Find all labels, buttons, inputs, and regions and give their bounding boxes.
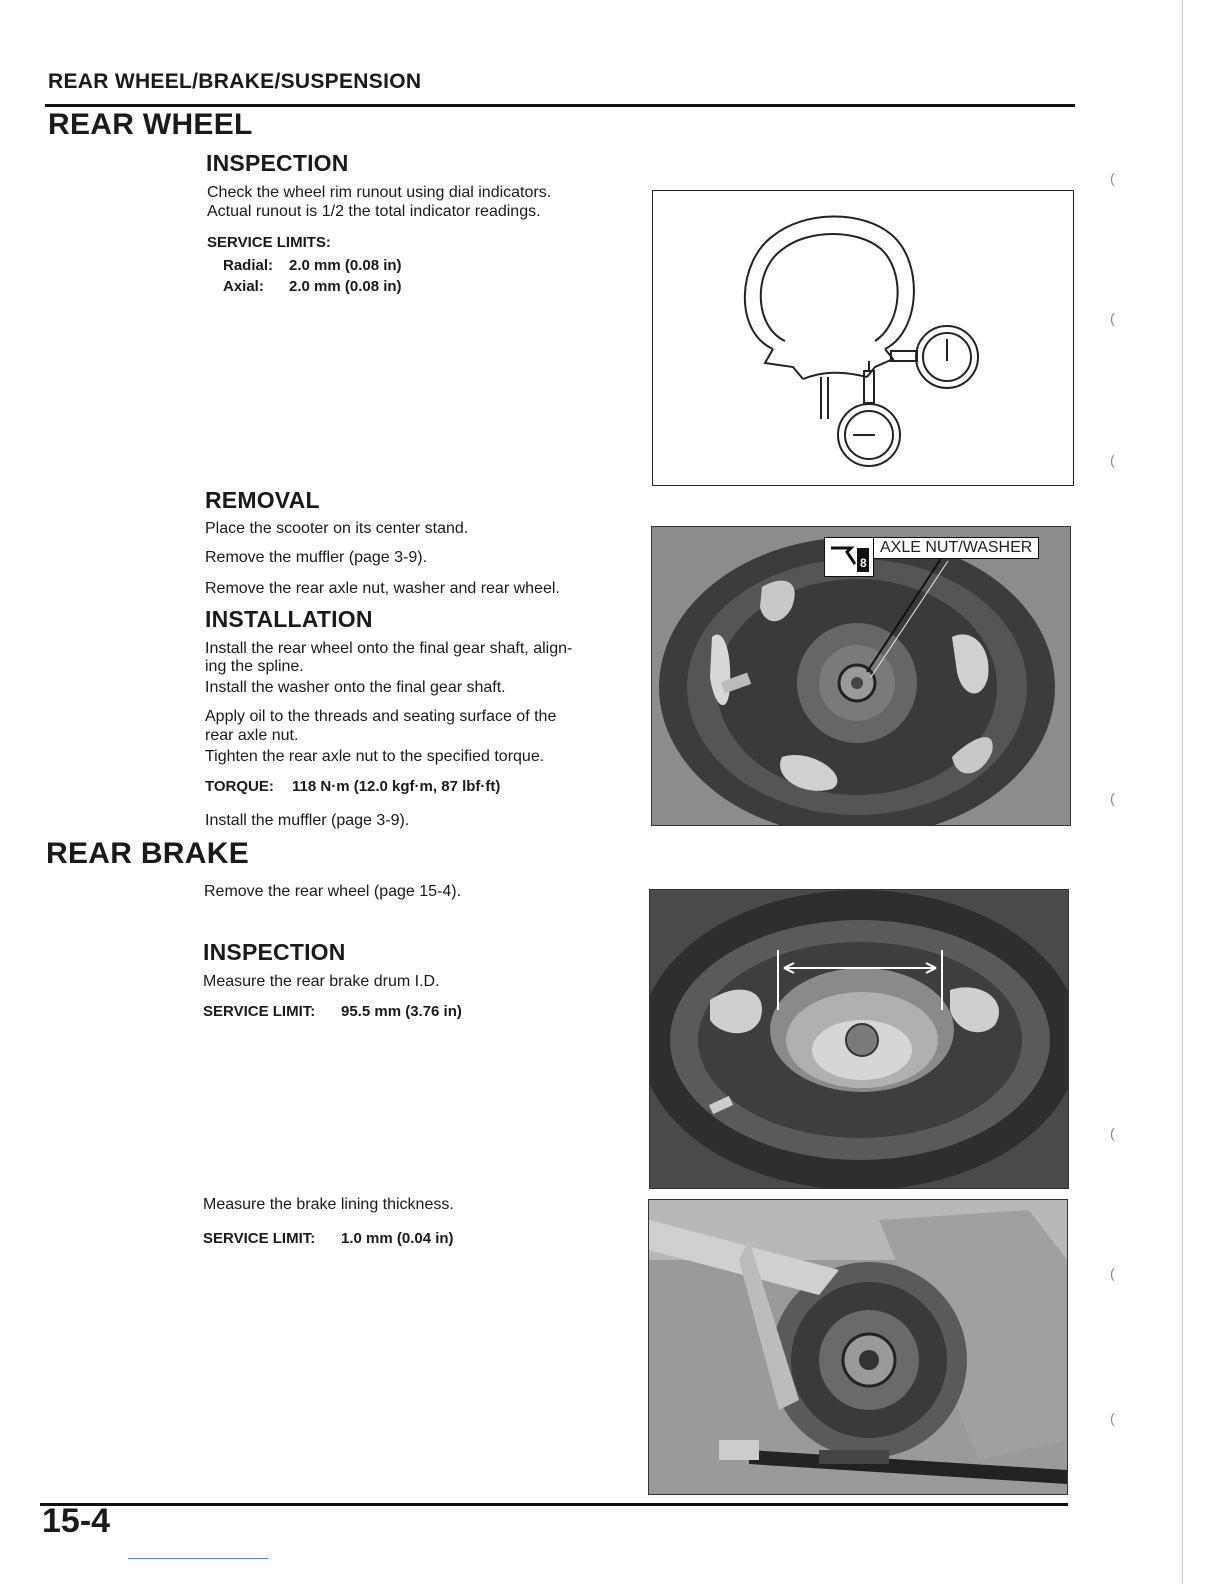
axial-value: 2.0 mm (0.08 in) [289,278,402,295]
rear-brake-intro: Remove the rear wheel (page 15-4). [204,883,462,900]
brake-drum-photo [649,889,1069,1189]
brake-lining-photo-drawing [649,1200,1067,1494]
drum-limit-value: 95.5 mm (3.76 in) [341,1003,462,1020]
radial-label: Radial: [223,257,274,274]
rear-brake-title: REAR BRAKE [46,837,250,870]
scan-edge-line [1182,0,1183,1584]
margin-mark: ( [1110,452,1115,468]
margin-mark: ( [1110,1410,1115,1426]
wheel-inspection-line2: Actual runout is 1/2 the total indicator readings. [207,203,541,220]
installation-step1a: Install the rear wheel onto the final gear shaft, align- [205,640,573,657]
service-limits-label: SERVICE LIMITS: [207,234,331,251]
margin-mark: ( [1110,170,1115,186]
footer-rule [40,1503,1068,1506]
wheel-rim-inner [761,234,898,341]
axial-label: Axial: [223,278,264,295]
removal-step2: Remove the muffler (page 3-9). [205,549,428,566]
installation-step4: Tighten the rear axle nut to the specified torque. [205,748,545,765]
drum-limit-label: SERVICE LIMIT: [203,1003,316,1020]
axle-nut-callout: AXLE NUT/WASHER [873,537,1039,559]
brake-inspection-heading: INSPECTION [203,939,346,965]
torque-label: TORQUE: [205,778,274,795]
installation-step3a: Apply oil to the threads and seating surface of the [205,708,557,725]
lining-limit-value: 1.0 mm (0.04 in) [341,1230,454,1247]
margin-mark: ( [1110,1265,1115,1281]
torque-value: 118 N·m (12.0 kgf·m, 87 lbf·ft) [292,778,501,795]
brake-inspection-line2: Measure the brake lining thickness. [203,1196,454,1213]
brake-lining-photo [648,1199,1068,1495]
axle-nut-photo [651,526,1071,826]
brake-inspection-line1: Measure the rear brake drum I.D. [203,973,440,990]
header-rule [45,104,1075,107]
installation-step2: Install the washer onto the final gear shaft. [205,679,506,696]
runout-diagram [652,190,1074,486]
page-number: 15-4 [42,1502,111,1540]
section-header: REAR WHEEL/BRAKE/SUSPENSION [48,70,422,93]
installation-step1b: ing the spline. [205,658,304,675]
margin-mark: ( [1110,1125,1115,1141]
margin-mark: ( [1110,790,1115,806]
brake-drum-photo-drawing [650,890,1068,1188]
installation-step3b: rear axle nut. [205,727,299,744]
rear-wheel-title: REAR WHEEL [48,108,253,141]
margin-mark: ( [1110,310,1115,326]
callout-icon-box [824,537,874,577]
wheel-inspection-heading: INSPECTION [206,150,349,176]
callout-icon-number: 8 [860,556,867,570]
radial-value: 2.0 mm (0.08 in) [289,257,402,274]
wheel-inspection-line1: Check the wheel rim runout using dial indicators. [207,184,552,201]
runout-diagram-drawing [653,191,1073,485]
removal-heading: REMOVAL [205,487,320,513]
removal-step1: Place the scooter on its center stand. [205,520,469,537]
installation-step5: Install the muffler (page 3-9). [205,812,410,829]
scan-artifact-line [128,1558,268,1559]
removal-step3: Remove the rear axle nut, washer and rear wheel. [205,580,560,597]
installation-heading: INSTALLATION [205,606,373,632]
lining-limit-label: SERVICE LIMIT: [203,1230,316,1247]
